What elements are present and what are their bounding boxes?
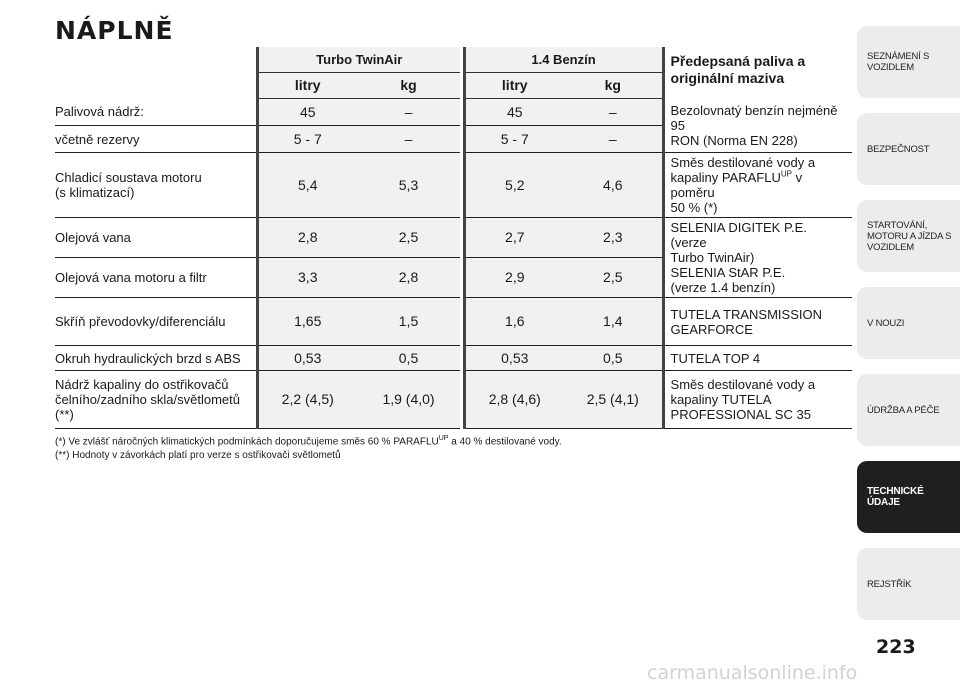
value-cell: 4,6 bbox=[564, 153, 663, 218]
nav-tab-rejstrik[interactable]: REJSTŘÍK bbox=[857, 548, 960, 620]
unit-header: kg bbox=[564, 73, 663, 99]
value-cell: 0,5 bbox=[564, 346, 663, 371]
nav-tab-startovani[interactable]: STARTOVÁNÍ, MOTORU A JÍZDA S VOZIDLEM bbox=[857, 200, 960, 272]
value-cell: 1,6 bbox=[464, 298, 564, 346]
value-cell: – bbox=[564, 126, 663, 153]
spec-fuel: Bezolovnatý benzín nejméně 95 RON (Norma EN 228) bbox=[663, 99, 852, 153]
row-label: Olejová vana motoru a filtr bbox=[55, 258, 257, 298]
row-label: Okruh hydraulických brzd s ABS bbox=[55, 346, 257, 371]
value-cell: 2,3 bbox=[564, 218, 663, 258]
page-title: NÁPLNĚ bbox=[55, 16, 174, 45]
table-row bbox=[55, 153, 852, 218]
value-cell: 2,7 bbox=[464, 218, 564, 258]
footnotes bbox=[55, 432, 855, 463]
nav-tab-v-nouzi[interactable]: V NOUZI bbox=[857, 287, 960, 359]
value-cell: 0,53 bbox=[257, 346, 357, 371]
value-cell: – bbox=[357, 126, 460, 153]
group-header-turbo-twinair: Turbo TwinAir bbox=[257, 47, 460, 73]
fluids-table bbox=[55, 47, 852, 429]
spec-brake: TUTELA TOP 4 bbox=[663, 346, 852, 371]
spec-engine-oil: SELENIA DIGITEK P.E. (verze Turbo TwinAir) SELENIA StAR P.E. (verze 1.4 benzín) bbox=[663, 218, 852, 298]
table-row bbox=[55, 99, 852, 126]
value-cell: 2,8 bbox=[357, 258, 460, 298]
value-cell: 2,9 bbox=[464, 258, 564, 298]
value-cell: 2,8 (4,6) bbox=[464, 371, 564, 429]
value-cell: 0,5 bbox=[357, 346, 460, 371]
value-cell: 5,2 bbox=[464, 153, 564, 218]
nav-tab-bezpecnost[interactable]: BEZPEČNOST bbox=[857, 113, 960, 185]
value-cell: 1,9 (4,0) bbox=[357, 371, 460, 429]
table-row bbox=[55, 298, 852, 346]
value-cell: 1,65 bbox=[257, 298, 357, 346]
row-label: Skříň převodovky/diferenciálu bbox=[55, 298, 257, 346]
group-header-1-4-benzin: 1.4 Benzín bbox=[464, 47, 663, 73]
table-row bbox=[55, 346, 852, 371]
value-cell: 1,4 bbox=[564, 298, 663, 346]
row-label: Olejová vana bbox=[55, 218, 257, 258]
spec-washer: Směs destilované vody a kapaliny TUTELA PROFESSIONAL SC 35 bbox=[663, 371, 852, 429]
value-cell: 2,5 bbox=[357, 218, 460, 258]
unit-header: kg bbox=[357, 73, 460, 99]
value-cell: 5,3 bbox=[357, 153, 460, 218]
unit-header: litry bbox=[257, 73, 357, 99]
unit-header: litry bbox=[464, 73, 564, 99]
value-cell: 3,3 bbox=[257, 258, 357, 298]
value-cell: 2,5 bbox=[564, 258, 663, 298]
spec-transmission: TUTELA TRANSMISSION GEARFORCE bbox=[663, 298, 852, 346]
row-label: včetně rezervy bbox=[55, 126, 257, 153]
footnote-2: (**) Hodnoty v závorkách platí pro verze s ostřikovači světlometů bbox=[55, 450, 341, 462]
value-cell: – bbox=[357, 99, 460, 126]
spec-header: Předepsaná paliva a originální maziva bbox=[663, 47, 852, 99]
value-cell: – bbox=[564, 99, 663, 126]
footnote-1: (*) Ve zvlášť náročných klimatických podmínkách doporučujeme směs 60 % $PARAFLU^{UP}$ a 40 % destilované vody. bbox=[55, 435, 562, 448]
value-cell: 5 - 7 bbox=[257, 126, 357, 153]
row-label: Palivová nádrž: bbox=[55, 99, 257, 126]
nav-tab-technicke-udaje[interactable]: TECHNICKÉ ÚDAJE bbox=[857, 461, 960, 533]
table-row bbox=[55, 371, 852, 429]
value-cell: 5,4 bbox=[257, 153, 357, 218]
value-cell: 0,53 bbox=[464, 346, 564, 371]
value-cell: 45 bbox=[464, 99, 564, 126]
value-cell: 2,2 (4,5) bbox=[257, 371, 357, 429]
value-cell: 45 bbox=[257, 99, 357, 126]
nav-tab-udrzba[interactable]: ÚDRŽBA A PÉČE bbox=[857, 374, 960, 446]
spec-coolant: Směs destilované vody a kapaliny $PARAFLU^{UP}$ v poměru 50 % (*) bbox=[663, 153, 852, 218]
row-label: Nádrž kapaliny do ostřikovačů čelního/zadního skla/světlometů (**) bbox=[55, 371, 257, 429]
row-label: Chladicí soustava motoru (s klimatizací) bbox=[55, 153, 257, 218]
value-cell: 5 - 7 bbox=[464, 126, 564, 153]
nav-tab-seznameni[interactable]: SEZNÁMENÍ S VOZIDLEM bbox=[857, 26, 960, 98]
value-cell: 2,5 (4,1) bbox=[564, 371, 663, 429]
value-cell: 2,8 bbox=[257, 218, 357, 258]
page-number: 223 bbox=[876, 636, 916, 658]
value-cell: 1,5 bbox=[357, 298, 460, 346]
table-row bbox=[55, 218, 852, 258]
watermark: carmanualsonline.info bbox=[647, 662, 858, 684]
